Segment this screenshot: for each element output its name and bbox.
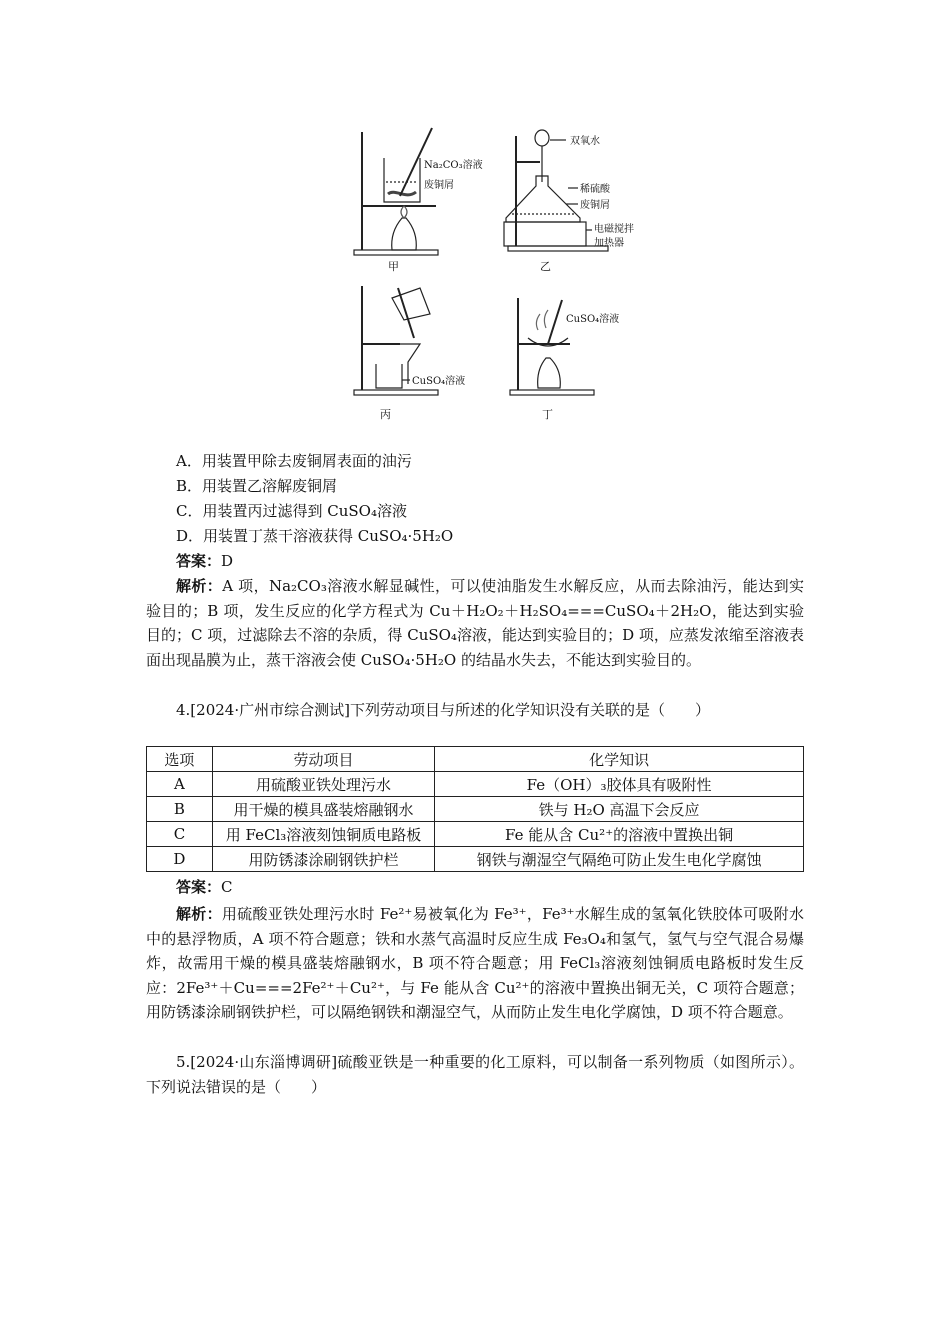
- caption-bing: 丙: [380, 408, 391, 421]
- q3-answer: [176, 550, 233, 572]
- label-yi-heater-2: 加热器: [594, 238, 624, 249]
- pouring-beaker-bing: [392, 288, 430, 320]
- table-cell: 用干燥的模具盛装熔融钢水: [212, 797, 434, 822]
- table-cell: 钢铁与潮湿空气隔绝可防止发生电化学腐蚀: [435, 847, 804, 872]
- alcohol-lamp-ding: [538, 358, 561, 388]
- q4-analysis: [146, 902, 804, 1025]
- label-jia-na2co3: Na₂CO₃溶液: [424, 160, 483, 171]
- table-row: [147, 772, 804, 797]
- q4-answer-label: 答案：: [176, 878, 222, 896]
- q3-analysis: [146, 574, 804, 672]
- caption-ding: 丁: [542, 408, 553, 421]
- table-cell: Fe 能从含 Cu²⁺的溶液中置换出铜: [435, 822, 804, 847]
- apparatus-figure: [340, 122, 640, 428]
- table-header-cell: 化学知识: [435, 747, 804, 772]
- q4-stem: 4.[2024·广州市综合测试]下列劳动项目与所述的化学知识没有关联的是（ ）: [176, 701, 710, 719]
- table-cell: 用防锈漆涂刷钢铁护栏: [212, 847, 434, 872]
- receiving-beaker-bing: [376, 364, 402, 388]
- apparatus-diagram: [340, 122, 640, 428]
- table-cell: B: [147, 797, 213, 822]
- label-yi-h2o2: 双氧水: [570, 136, 600, 147]
- table-row: [147, 822, 804, 847]
- q3-option-b: B．用装置乙溶解废铜屑: [176, 477, 338, 495]
- q3-analysis-label: 解析：: [176, 577, 223, 595]
- flask-yi: [506, 176, 580, 222]
- table-row: [147, 797, 804, 822]
- q3-option-c: C．用装置丙过滤得到 CuSO₄溶液: [176, 502, 407, 520]
- caption-jia: 甲: [388, 260, 399, 273]
- table-cell: Fe（OH）₃胶体具有吸附性: [435, 772, 804, 797]
- q4-answer: [176, 876, 233, 898]
- q5-stem: 5.[2024·山东淄博调研]硫酸亚铁是一种重要的化工原料，可以制备一系列物质（如图所示）。下列说法错误的是（ ）: [146, 1053, 804, 1096]
- q4-analysis-label: 解析：: [176, 905, 222, 923]
- label-bing-cuso4: CuSO₄溶液: [412, 376, 466, 387]
- q4-analysis-text: 用硫酸亚铁处理污水时 Fe²⁺易被氧化为 Fe³⁺，Fe³⁺水解生成的氢氧化铁胶体可吸附水中的悬浮物质，A 项不符合题意；铁和水蒸气高温时反应生成 Fe₃O₄和氢气，氢气与空气混合易爆炸，故需用干燥的模具盛装熔融钢水，B 项不符合题意；用 FeCl₃溶液刻蚀铜质电路板时发生反应：2Fe³⁺＋Cu===2Fe²⁺＋Cu²⁺，与 Fe 能从含 Cu²⁺的溶液中置换出铜无关，C 项符合题意；用防锈漆涂刷钢铁护栏，可以隔绝钢铁和潮湿空气，从而防止发生电化学腐蚀，D 项不符合题意。: [146, 905, 804, 1021]
- q3-option-d: D．用装置丁蒸干溶液获得 CuSO₄·5H₂O: [176, 527, 454, 545]
- q3-answer-value: D: [221, 552, 234, 570]
- q3-analysis-text: A 项，Na₂CO₃溶液水解显碱性，可以使油脂发生水解反应，从而去除油污，能达到实验目的；B 项，发生反应的化学方程式为 Cu＋H₂O₂＋H₂SO₄===CuSO₄＋2H₂O，能达到实验目的；C 项，过滤除去不溶的杂质，得 CuSO₄溶液，能达到实验目的；D 项，应蒸发浓缩至溶液表面出现晶膜为止，蒸干溶液会使 CuSO₄·5H₂O 的结晶水失去，不能达到实验目的。: [146, 577, 804, 669]
- label-yi-scrap: 废铜屑: [580, 200, 610, 211]
- label-yi-heater-1: 电磁搅拌: [594, 224, 634, 235]
- q3-answer-label: 答案：: [176, 552, 222, 570]
- label-ding-cuso4: CuSO₄溶液: [566, 314, 620, 325]
- label-jia-scrap: 废铜屑: [424, 180, 454, 191]
- table-header-row: [147, 747, 804, 772]
- table-cell: C: [147, 822, 213, 847]
- funnel-yi: [535, 130, 549, 146]
- table-cell: D: [147, 847, 213, 872]
- label-yi-acid: 稀硫酸: [580, 184, 610, 195]
- table-cell: 铁与 H₂O 高温下会反应: [435, 797, 804, 822]
- alcohol-lamp-jia: [392, 218, 417, 250]
- table-cell: 用硫酸亚铁处理污水: [212, 772, 434, 797]
- q3-option-a: A．用装置甲除去废铜屑表面的油污: [176, 452, 412, 470]
- caption-yi: 乙: [540, 260, 551, 273]
- table-header-cell: 劳动项目: [212, 747, 434, 772]
- stand-base-ding: [510, 390, 594, 395]
- table-header-cell: 选项: [147, 747, 213, 772]
- q4-table: [146, 746, 804, 872]
- table-cell: 用 FeCl₃溶液刻蚀铜质电路板: [212, 822, 434, 847]
- q4-answer-value: C: [221, 878, 233, 896]
- stand-base-jia: [354, 250, 438, 255]
- table-row: [147, 847, 804, 872]
- table-cell: A: [147, 772, 213, 797]
- stand-base-bing: [354, 390, 438, 395]
- stand-base-yi: [508, 246, 608, 251]
